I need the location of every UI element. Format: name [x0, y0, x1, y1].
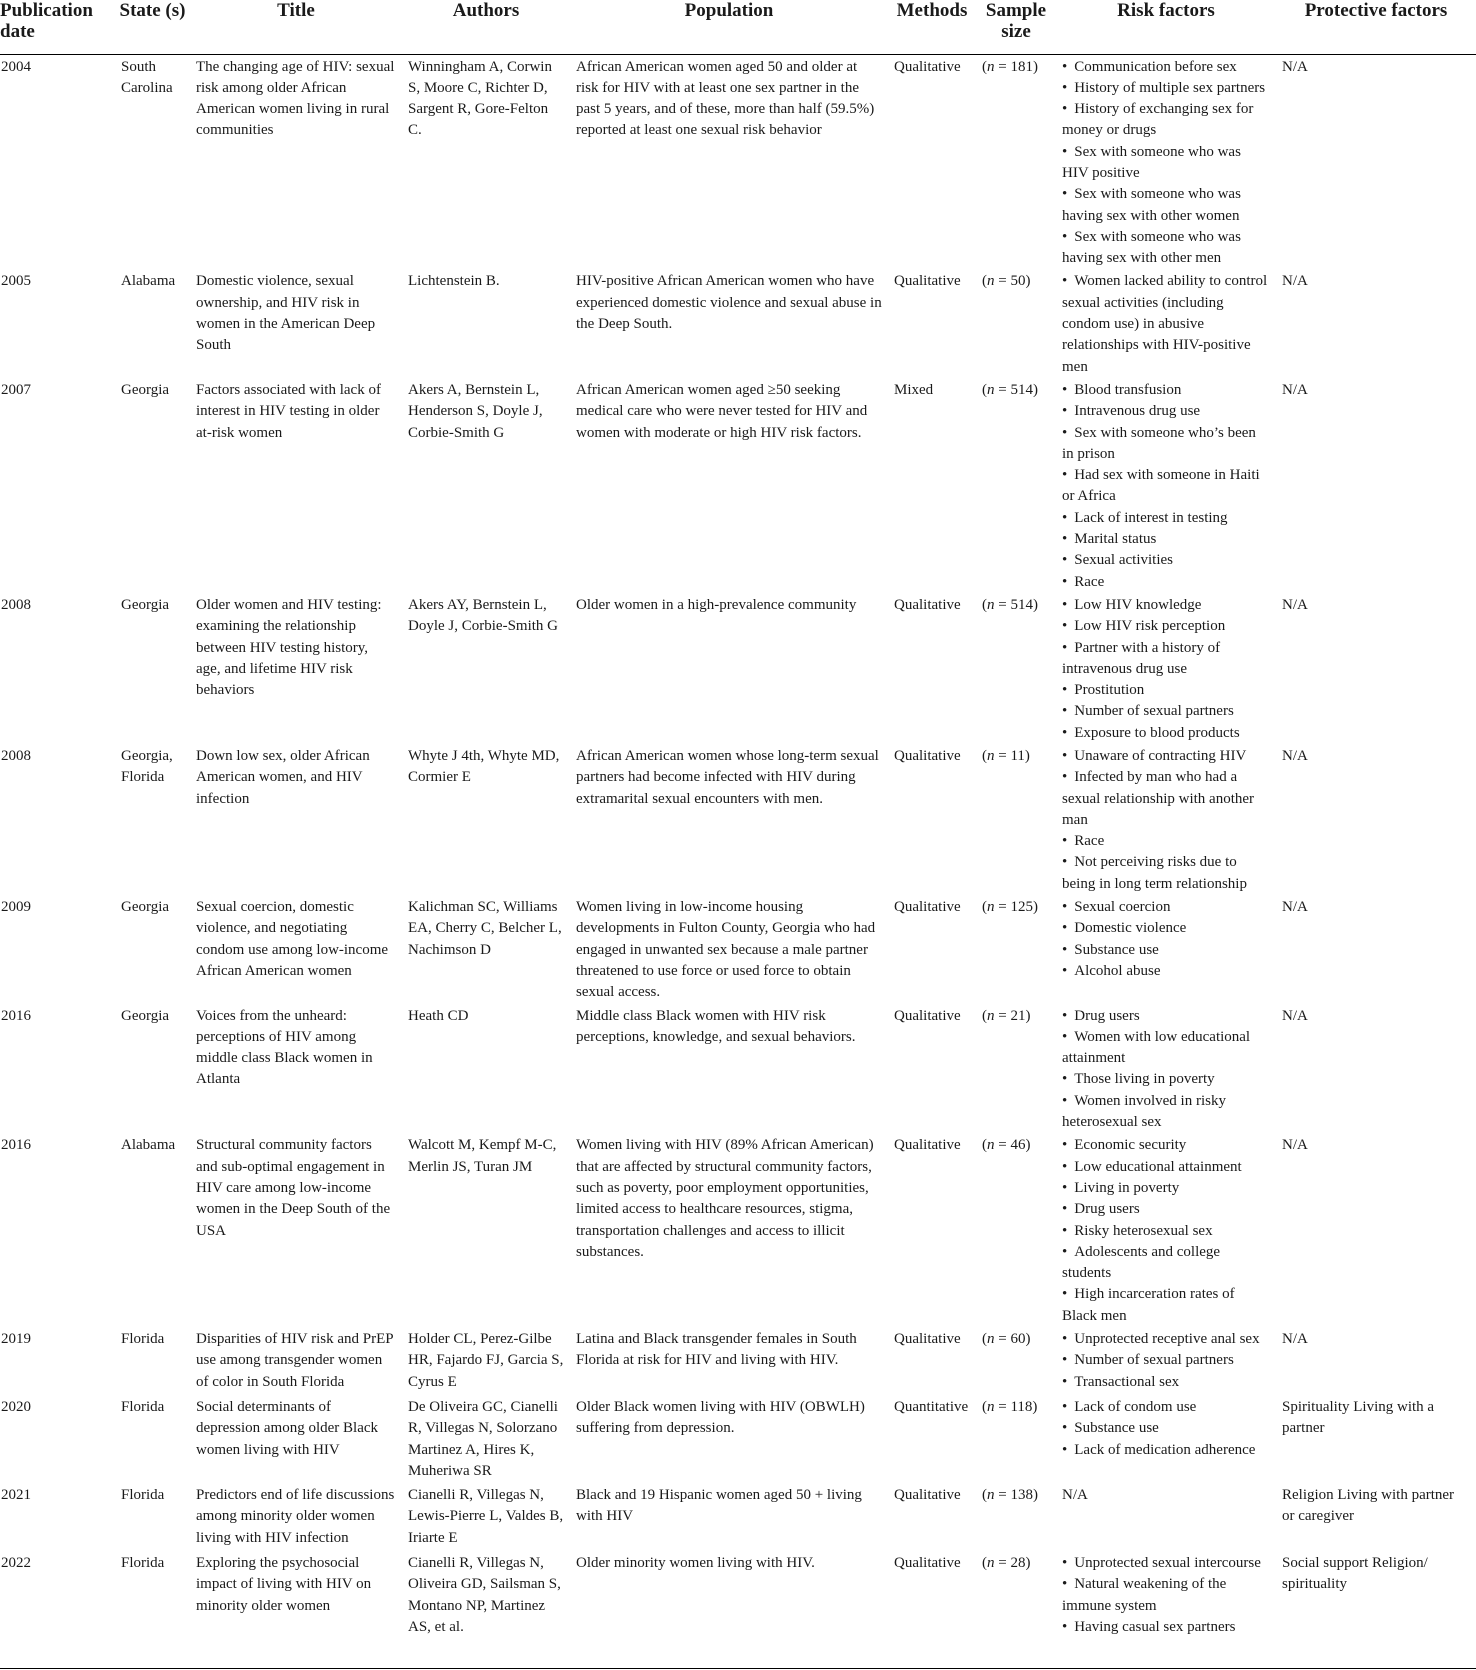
cell-date: 2020 [1, 1399, 31, 1416]
cell-authors: Lichtenstein B. [408, 273, 500, 290]
sample-n-symbol: n [987, 1331, 995, 1348]
sample-size-value: 50 [1010, 273, 1026, 290]
cell-date: 2008 [1, 596, 31, 613]
cell-protective-factors: Social support Religion/ spirituality [1282, 1555, 1428, 1593]
cell-methods: Qualitative [894, 273, 961, 290]
cell-title: Exploring the psychosocial impact of living with HIV on minority older women [196, 1555, 372, 1614]
risk-factor-item: • Lack of condom use [1062, 1397, 1270, 1418]
risk-factor-item: • Having casual sex partners [1062, 1617, 1270, 1638]
risk-factor-item: • Communication before sex [1062, 57, 1270, 78]
cell-protective-factors: N/A [1282, 899, 1308, 916]
risk-factor-item: • Prostitution [1062, 680, 1270, 701]
cell-title: Voices from the unheard: perceptions of HIV among middle class Black women in Atlanta [196, 1007, 373, 1088]
risk-factor-list [1062, 1397, 1270, 1461]
table-row [0, 1551, 1476, 1638]
cell-sample-size: (n = 50) [982, 273, 1031, 290]
cell-population: Black and 19 Hispanic women aged 50 + living with HIV [576, 1487, 862, 1525]
cell-state: Florida [121, 1399, 165, 1416]
cell-authors: Akers A, Bernstein L, Henderson S, Doyle J, Corbie-Smith G [408, 381, 543, 441]
risk-factor-item: • Sex with someone who was having sex with other men [1062, 227, 1270, 270]
table-row [0, 744, 1476, 895]
risk-factor-list [1062, 595, 1270, 744]
risk-factor-item: • Low educational attainment [1062, 1157, 1270, 1178]
risk-factor-list [1062, 271, 1270, 377]
cell-protective-factors: N/A [1282, 1331, 1308, 1348]
cell-protective-factors: N/A [1282, 596, 1308, 613]
table-row [0, 378, 1476, 593]
cell-date: 2019 [1, 1331, 31, 1348]
risk-factor-item: • Adolescents and college students [1062, 1242, 1270, 1285]
risk-factor-item: • Drug users [1062, 1199, 1270, 1220]
cell-authors: Walcott M, Kempf M-C, Merlin JS, Turan JM [408, 1137, 557, 1175]
risk-factor-item: • Domestic violence [1062, 918, 1270, 939]
cell-state: South Carolina [121, 58, 173, 96]
header-sample-size: Sample size [976, 0, 1056, 54]
cell-protective-factors: Religion Living with partner or caregiver [1282, 1487, 1455, 1525]
cell-authors: Akers AY, Bernstein L, Doyle J, Corbie-Smith G [408, 596, 558, 635]
cell-authors: De Oliveira GC, Cianelli R, Villegas N, Solorzano Martinez A, Hires K, Muheriwa SR [408, 1399, 558, 1479]
cell-population: Older Black women living with HIV (OBWLH) suffering from depression. [576, 1399, 865, 1437]
cell-risk-factors [1056, 895, 1276, 1003]
sample-size-value: 138 [1010, 1487, 1033, 1504]
risk-factor-item: • Infected by man who had a sexual relationship with another man [1062, 767, 1270, 831]
risk-factor-item: • Race [1062, 831, 1270, 852]
risk-factor-item: • Exposure to blood products [1062, 723, 1270, 744]
cell-population: Older women in a high-prevalence community [576, 596, 857, 613]
cell-title: Sexual coercion, domestic violence, and negotiating condom use among low-income African American women [196, 899, 389, 979]
risk-factor-item: • Number of sexual partners [1062, 701, 1270, 722]
risk-factor-list [1062, 380, 1270, 593]
table-body [0, 54, 1476, 1638]
risk-factor-list [1062, 1006, 1270, 1134]
cell-title: The changing age of HIV: sexual risk among older African American women living in rural communities [196, 58, 395, 139]
risk-factor-item: • Sexual coercion [1062, 897, 1270, 918]
table-row [0, 593, 1476, 744]
risk-factor-item: • Low HIV knowledge [1062, 595, 1270, 616]
table-row [0, 1327, 1476, 1395]
sample-n-symbol: n [987, 1399, 995, 1416]
cell-protective-factors: N/A [1282, 273, 1308, 290]
header-state: State (s) [115, 0, 190, 54]
risk-factor-item: • Sexual activities [1062, 550, 1270, 571]
risk-factors-text: N/A [1062, 1487, 1088, 1504]
risk-factor-list [1062, 1553, 1270, 1638]
cell-risk-factors [1056, 1483, 1276, 1551]
cell-state: Florida [121, 1555, 165, 1572]
risk-factor-item: • Drug users [1062, 1006, 1270, 1027]
cell-population: Latina and Black transgender females in South Florida at risk for HIV and living with HIV. [576, 1331, 857, 1369]
cell-state: Florida [121, 1331, 165, 1348]
cell-risk-factors [1056, 593, 1276, 744]
cell-title: Disparities of HIV risk and PrEP use among transgender women of color in South Florida [196, 1331, 394, 1390]
cell-sample-size: (n = 125) [982, 899, 1038, 916]
cell-title: Domestic violence, sexual ownership, and HIV risk in women in the American Deep South [196, 273, 376, 354]
risk-factor-item: • Economic security [1062, 1135, 1270, 1156]
cell-risk-factors [1056, 1551, 1276, 1638]
cell-methods: Qualitative [894, 58, 961, 75]
header-risk-factors: Risk factors [1056, 0, 1276, 54]
cell-title: Social determinants of depression among older Black women living with HIV [196, 1399, 379, 1458]
cell-methods: Qualitative [894, 596, 961, 613]
table-bottom-rule [0, 1668, 1476, 1669]
cell-state: Alabama [121, 273, 176, 290]
cell-population: African American women aged ≥50 seeking medical care who were never tested for HIV and women with moderate or high HIV risk factors. [576, 381, 868, 441]
cell-title: Structural community factors and sub-optimal engagement in HIV care among low-income women in the Deep South of the USA [196, 1137, 391, 1239]
header-authors: Authors [402, 0, 570, 54]
sample-size-value: 514 [1010, 596, 1033, 613]
sample-n-symbol: n [987, 1007, 995, 1024]
risk-factor-item: • History of exchanging sex for money or drugs [1062, 99, 1270, 142]
cell-state: Georgia, Florida [121, 748, 173, 786]
cell-methods: Quantitative [894, 1399, 969, 1416]
cell-title: Older women and HIV testing: examining the relationship between HIV testing history, age, and lifetime HIV risk behaviors [196, 596, 382, 699]
risk-factor-item: • Sex with someone who was HIV positive [1062, 142, 1270, 185]
cell-state: Georgia [121, 899, 170, 916]
cell-methods: Qualitative [894, 899, 961, 916]
risk-factor-item: • Lack of interest in testing [1062, 508, 1270, 529]
table-header [0, 0, 1476, 54]
sample-size-value: 125 [1010, 899, 1033, 916]
cell-risk-factors [1056, 1395, 1276, 1483]
risk-factor-item: • Alcohol abuse [1062, 961, 1270, 982]
cell-sample-size: (n = 46) [982, 1137, 1031, 1154]
risk-factor-item: • Marital status [1062, 529, 1270, 550]
cell-date: 2005 [1, 273, 31, 290]
cell-risk-factors [1056, 1327, 1276, 1395]
cell-population: HIV-positive African American women who have experienced domestic violence and sexual abuse in the Deep South. [576, 273, 882, 333]
table-row [0, 1483, 1476, 1551]
risk-factor-item: • Unaware of contracting HIV [1062, 746, 1270, 767]
cell-title: Down low sex, older African American women, and HIV infection [196, 748, 370, 807]
table-row [0, 895, 1476, 1003]
risk-factor-item: • High incarceration rates of Black men [1062, 1284, 1270, 1327]
cell-title: Predictors end of life discussions among minority older women living with HIV infection [196, 1487, 395, 1546]
cell-authors: Cianelli R, Villegas N, Lewis-Pierre L, Valdes B, Iriarte E [408, 1487, 564, 1546]
sample-size-value: 181 [1010, 58, 1033, 75]
cell-date: 2008 [1, 748, 31, 764]
header-protective-factors: Protective factors [1276, 0, 1476, 54]
risk-factor-item: • Race [1062, 572, 1270, 593]
cell-risk-factors [1056, 744, 1276, 895]
cell-methods: Qualitative [894, 1331, 961, 1348]
risk-factor-item: • Women with low educational attainment [1062, 1027, 1270, 1070]
cell-date: 2007 [1, 381, 31, 398]
risk-factor-item: • Blood transfusion [1062, 380, 1270, 401]
cell-state: Georgia [121, 1007, 170, 1024]
sample-n-symbol: n [987, 1487, 995, 1504]
cell-protective-factors: N/A [1282, 1137, 1308, 1154]
cell-population: Middle class Black women with HIV risk perceptions, knowledge, and sexual behaviors. [576, 1007, 856, 1045]
risk-factor-list [1062, 897, 1270, 982]
cell-title: Factors associated with lack of interest in HIV testing in older at-risk women [196, 381, 381, 441]
risk-factor-item: • Low HIV risk perception [1062, 616, 1270, 637]
table-row [0, 54, 1476, 269]
risk-factor-item: • Intravenous drug use [1062, 401, 1270, 422]
cell-date: 2021 [1, 1487, 31, 1504]
risk-factor-item: • Substance use [1062, 940, 1270, 961]
cell-methods: Qualitative [894, 1007, 961, 1024]
sample-n-symbol: n [987, 596, 995, 613]
header-publication-date: Publication date [0, 0, 115, 54]
sample-n-symbol: n [987, 58, 995, 75]
sample-n-symbol: n [987, 1137, 995, 1154]
cell-methods: Qualitative [894, 1555, 961, 1572]
cell-sample-size: (n = 118) [982, 1399, 1038, 1416]
cell-methods: Mixed [894, 381, 934, 398]
risk-factor-item: • Women lacked ability to control sexual activities (including condom use) in abusive relationships with HIV-positive men [1062, 271, 1270, 377]
cell-population: African American women whose long-term sexual partners had become infected with HIV during extramarital sexual encounters with men. [576, 748, 879, 807]
sample-n-symbol: n [987, 748, 995, 764]
cell-population: African American women aged 50 and older at risk for HIV with at least one sex partner in the past 5 years, and of these, more than half (59.5%) reported at least one sexual risk behavior [576, 58, 875, 139]
sample-n-symbol: n [987, 273, 995, 290]
cell-risk-factors [1056, 1133, 1276, 1327]
cell-methods: Qualitative [894, 1487, 961, 1504]
cell-date: 2004 [1, 58, 31, 75]
cell-protective-factors: N/A [1282, 58, 1308, 75]
risk-factor-item: • Sex with someone who was having sex with other women [1062, 184, 1270, 227]
risk-factor-item: • Unprotected sexual intercourse [1062, 1553, 1270, 1574]
sample-size-value: 46 [1010, 1137, 1026, 1154]
risk-factor-item: • Not perceiving risks due to being in long term relationship [1062, 852, 1270, 895]
cell-sample-size: (n = 514) [982, 381, 1038, 398]
table-row [0, 1133, 1476, 1327]
risk-factor-list [1062, 1329, 1270, 1393]
header-population: Population [570, 0, 888, 54]
cell-authors: Winningham A, Corwin S, Moore C, Richter D, Sargent R, Gore-Felton C. [408, 58, 552, 139]
cell-sample-size: (n = 181) [982, 58, 1038, 75]
risk-factor-item: • Number of sexual partners [1062, 1350, 1270, 1371]
cell-population: Older minority women living with HIV. [576, 1555, 815, 1572]
risk-factor-item: • Transactional sex [1062, 1372, 1270, 1393]
cell-risk-factors [1056, 54, 1276, 269]
cell-state: Florida [121, 1487, 165, 1504]
table-row [0, 1395, 1476, 1483]
cell-authors: Kalichman SC, Williams EA, Cherry C, Belcher L, Nachimson D [408, 899, 562, 958]
cell-sample-size: (n = 28) [982, 1555, 1031, 1572]
risk-factor-item: • Risky heterosexual sex [1062, 1221, 1270, 1242]
sample-size-value: 11 [1010, 748, 1025, 764]
risk-factor-item: • Substance use [1062, 1418, 1270, 1439]
sample-n-symbol: n [987, 1555, 995, 1572]
sample-size-value: 118 [1010, 1399, 1033, 1416]
header-title: Title [190, 0, 402, 54]
risk-factor-item: • Women involved in risky heterosexual sex [1062, 1091, 1270, 1134]
cell-protective-factors: Spirituality Living with a partner [1282, 1399, 1435, 1437]
cell-authors: Whyte J 4th, Whyte MD, Cormier E [408, 748, 560, 786]
risk-factor-list [1062, 746, 1270, 895]
sample-n-symbol: n [987, 381, 995, 398]
cell-sample-size: (n = 514) [982, 596, 1038, 613]
cell-date: 2009 [1, 899, 31, 916]
cell-sample-size: (n = 138) [982, 1487, 1038, 1504]
header-methods: Methods [888, 0, 976, 54]
cell-protective-factors: N/A [1282, 748, 1308, 764]
table-row [0, 1004, 1476, 1134]
cell-protective-factors: N/A [1282, 1007, 1308, 1024]
table-row [0, 269, 1476, 377]
sample-size-value: 514 [1010, 381, 1033, 398]
risk-factor-item: • Sex with someone who’s been in prison [1062, 423, 1270, 466]
risk-factor-item: • Had sex with someone in Haiti or Africa [1062, 465, 1270, 508]
risk-factor-list [1062, 1135, 1270, 1327]
risk-factor-list [1062, 57, 1270, 270]
sample-size-value: 60 [1010, 1331, 1026, 1348]
cell-risk-factors [1056, 1004, 1276, 1134]
cell-protective-factors: N/A [1282, 381, 1308, 398]
cell-sample-size: (n = 60) [982, 1331, 1031, 1348]
sample-n-symbol: n [987, 899, 995, 916]
cell-state: Georgia [121, 596, 170, 613]
cell-state: Alabama [121, 1137, 176, 1154]
cell-authors: Heath CD [408, 1007, 469, 1024]
sample-size-value: 28 [1010, 1555, 1026, 1572]
cell-risk-factors [1056, 269, 1276, 377]
cell-state: Georgia [121, 381, 170, 398]
cell-date: 2016 [1, 1137, 31, 1154]
cell-methods: Qualitative [894, 748, 961, 764]
cell-sample-size: (n = 11) [982, 748, 1030, 764]
sample-size-value: 21 [1010, 1007, 1026, 1024]
cell-population: Women living in low-income housing developments in Fulton County, Georgia who had engaged in unwanted sex because a male partner threatened to use force or used force to obtain sexual access. [576, 899, 876, 1001]
risk-factor-item: • Natural weakening of the immune system [1062, 1574, 1270, 1617]
cell-population: Women living with HIV (89% African American) that are affected by structural community factors, such as poverty, poor employment opportunities, limited access to healthcare resources, stigma, transportation challenges and access to illicit substances. [576, 1137, 874, 1260]
risk-factor-item: • Those living in poverty [1062, 1069, 1270, 1090]
cell-date: 2016 [1, 1007, 31, 1024]
risk-factor-item: • History of multiple sex partners [1062, 78, 1270, 99]
cell-methods: Qualitative [894, 1137, 961, 1154]
risk-factor-item: • Lack of medication adherence [1062, 1440, 1270, 1461]
cell-sample-size: (n = 21) [982, 1007, 1031, 1024]
risk-factor-item: • Partner with a history of intravenous drug use [1062, 638, 1270, 681]
cell-authors: Cianelli R, Villegas N, Oliveira GD, Sailsman S, Montano NP, Martinez AS, et al. [408, 1555, 561, 1635]
risk-factor-item: • Living in poverty [1062, 1178, 1270, 1199]
cell-risk-factors [1056, 378, 1276, 593]
cell-date: 2022 [1, 1555, 31, 1572]
risk-factor-item: • Unprotected receptive anal sex [1062, 1329, 1270, 1350]
cell-authors: Holder CL, Perez-Gilbe HR, Fajardo FJ, Garcia S, Cyrus E [408, 1331, 564, 1390]
